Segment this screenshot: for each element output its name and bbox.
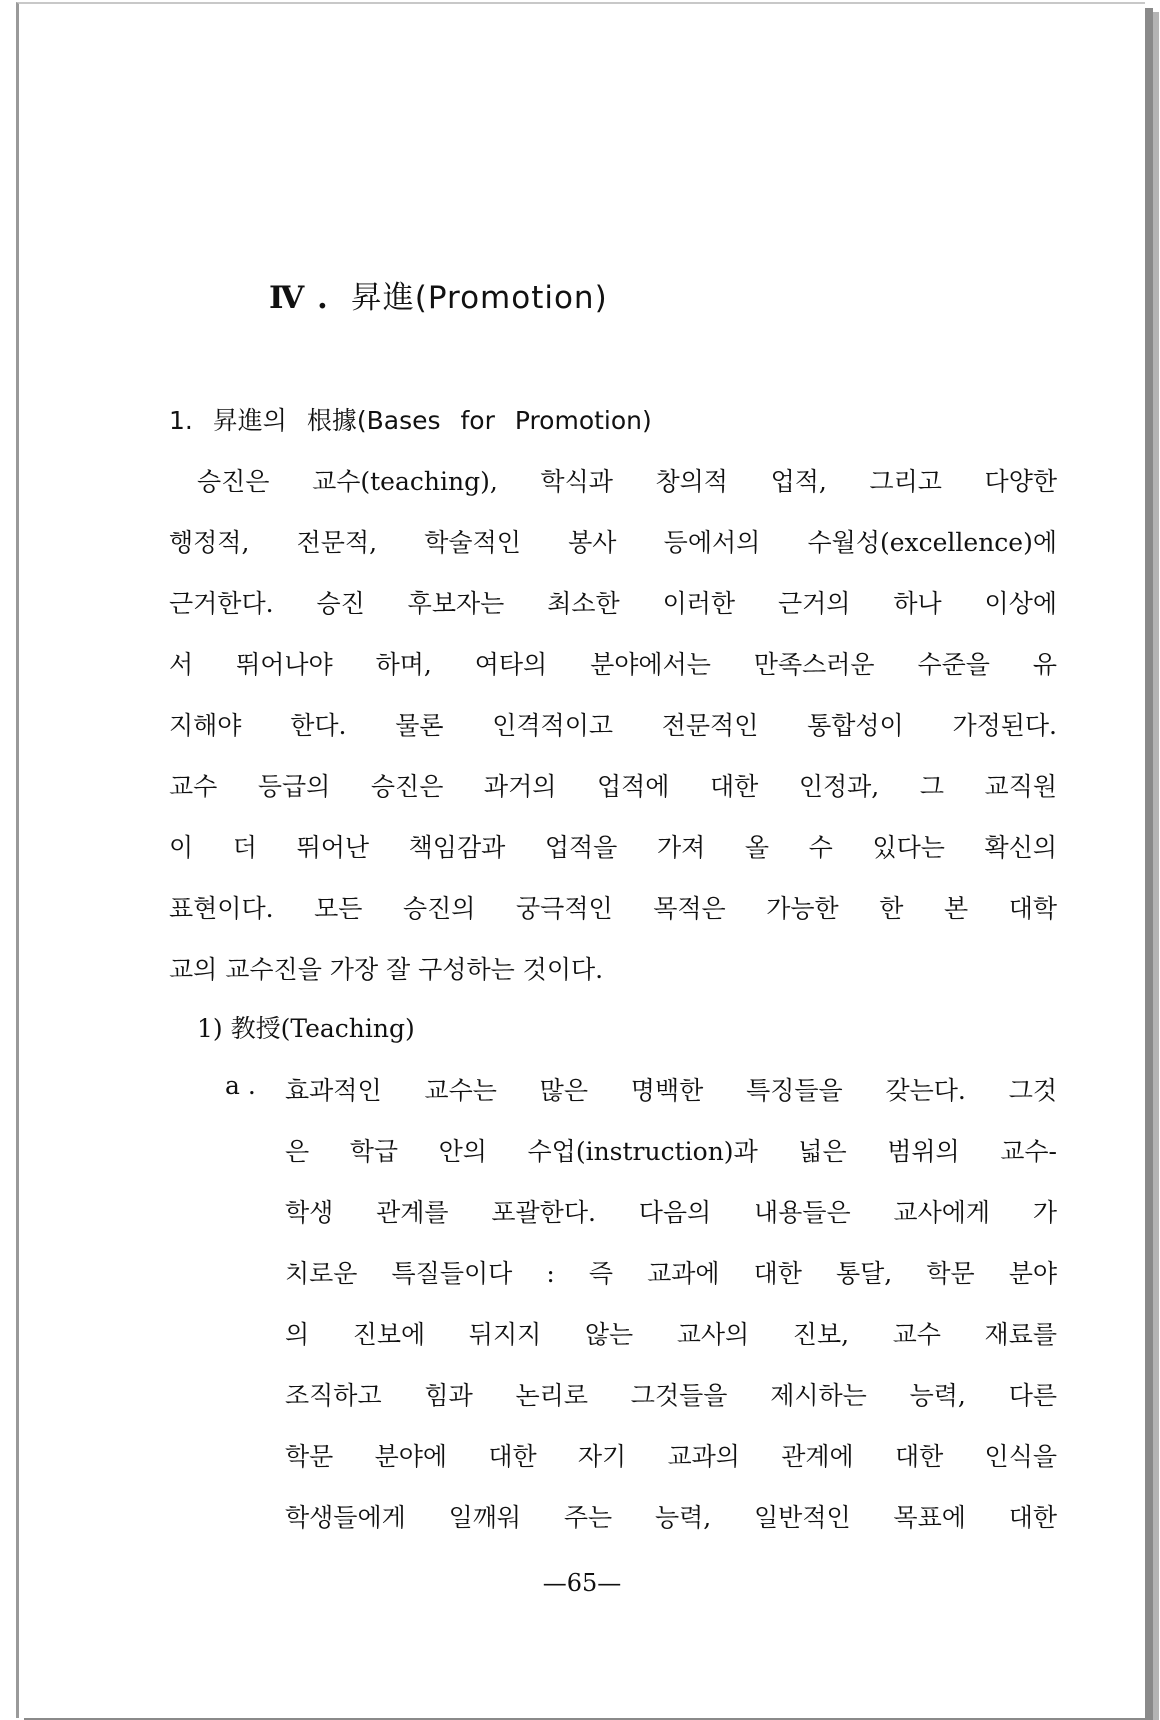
paragraph-line: 교수 등급의 승진은 과거의 업적에 대한 인정과, 그 교직원 xyxy=(169,772,1057,801)
page-number: —65— xyxy=(542,1569,622,1597)
list-item-line: 학생들에게 일깨워 주는 능력, 일반적인 목표에 대한 xyxy=(285,1503,1057,1532)
chapter-title xyxy=(269,272,608,317)
paragraph-line: 행정적, 전문적, 학술적인 봉사 등에서의 수월성(excellence)에 xyxy=(169,528,1057,557)
chapter-title-text: 昇進(Promotion) xyxy=(350,280,608,316)
paragraph-line: 교의 교수진을 가장 잘 구성하는 것이다. xyxy=(169,955,604,984)
paragraph-line: 승진은 교수(teaching), 학식과 창의적 업적, 그리고 다양한 xyxy=(197,467,1057,496)
paragraph-line: 근거한다. 승진 후보자는 최소한 이러한 근거의 하나 이상에 xyxy=(169,589,1057,618)
list-item-line: 효과적인 교수는 많은 명백한 특징들을 갖는다. 그것 xyxy=(285,1076,1057,1105)
document-page xyxy=(16,2,1145,1718)
paragraph-line: 서 뛰어나야 하며, 여타의 분야에서는 만족스러운 수준을 유 xyxy=(169,650,1057,679)
list-item-line: 의 진보에 뒤지지 않는 교사의 진보, 교수 재료를 xyxy=(285,1320,1057,1349)
list-item-line: 학생 관계를 포괄한다. 다음의 내용들은 교사에게 가 xyxy=(285,1198,1057,1227)
list-item-line: 학문 분야에 대한 자기 교과의 관계에 대한 인식을 xyxy=(285,1442,1057,1471)
paragraph-line: 지해야 한다. 물론 인격적이고 전문적인 통합성이 가정된다. xyxy=(169,711,1057,740)
list-item-line: 치로운 특질들이다 : 즉 교과에 대한 통달, 학문 분야 xyxy=(285,1259,1057,1288)
section-title: 1. 昇進의 根據(Bases for Promotion) xyxy=(169,406,652,435)
subsection-heading: 1) 教授(Teaching) xyxy=(197,1014,415,1043)
paragraph-line: 이 더 뛰어난 책임감과 업적을 가져 올 수 있다는 확신의 xyxy=(169,833,1057,862)
paragraph-line: 표현이다. 모든 승진의 궁극적인 목적은 가능한 한 본 대학 xyxy=(169,894,1057,923)
chapter-number: Ⅳ . xyxy=(269,280,329,316)
list-item-line: 은 학급 안의 수업(instruction)과 넓은 범위의 교수- xyxy=(285,1137,1057,1166)
list-item-line: 조직하고 힘과 논리로 그것들을 제시하는 능력, 다른 xyxy=(285,1381,1057,1410)
list-item-label: a . xyxy=(225,1071,256,1100)
